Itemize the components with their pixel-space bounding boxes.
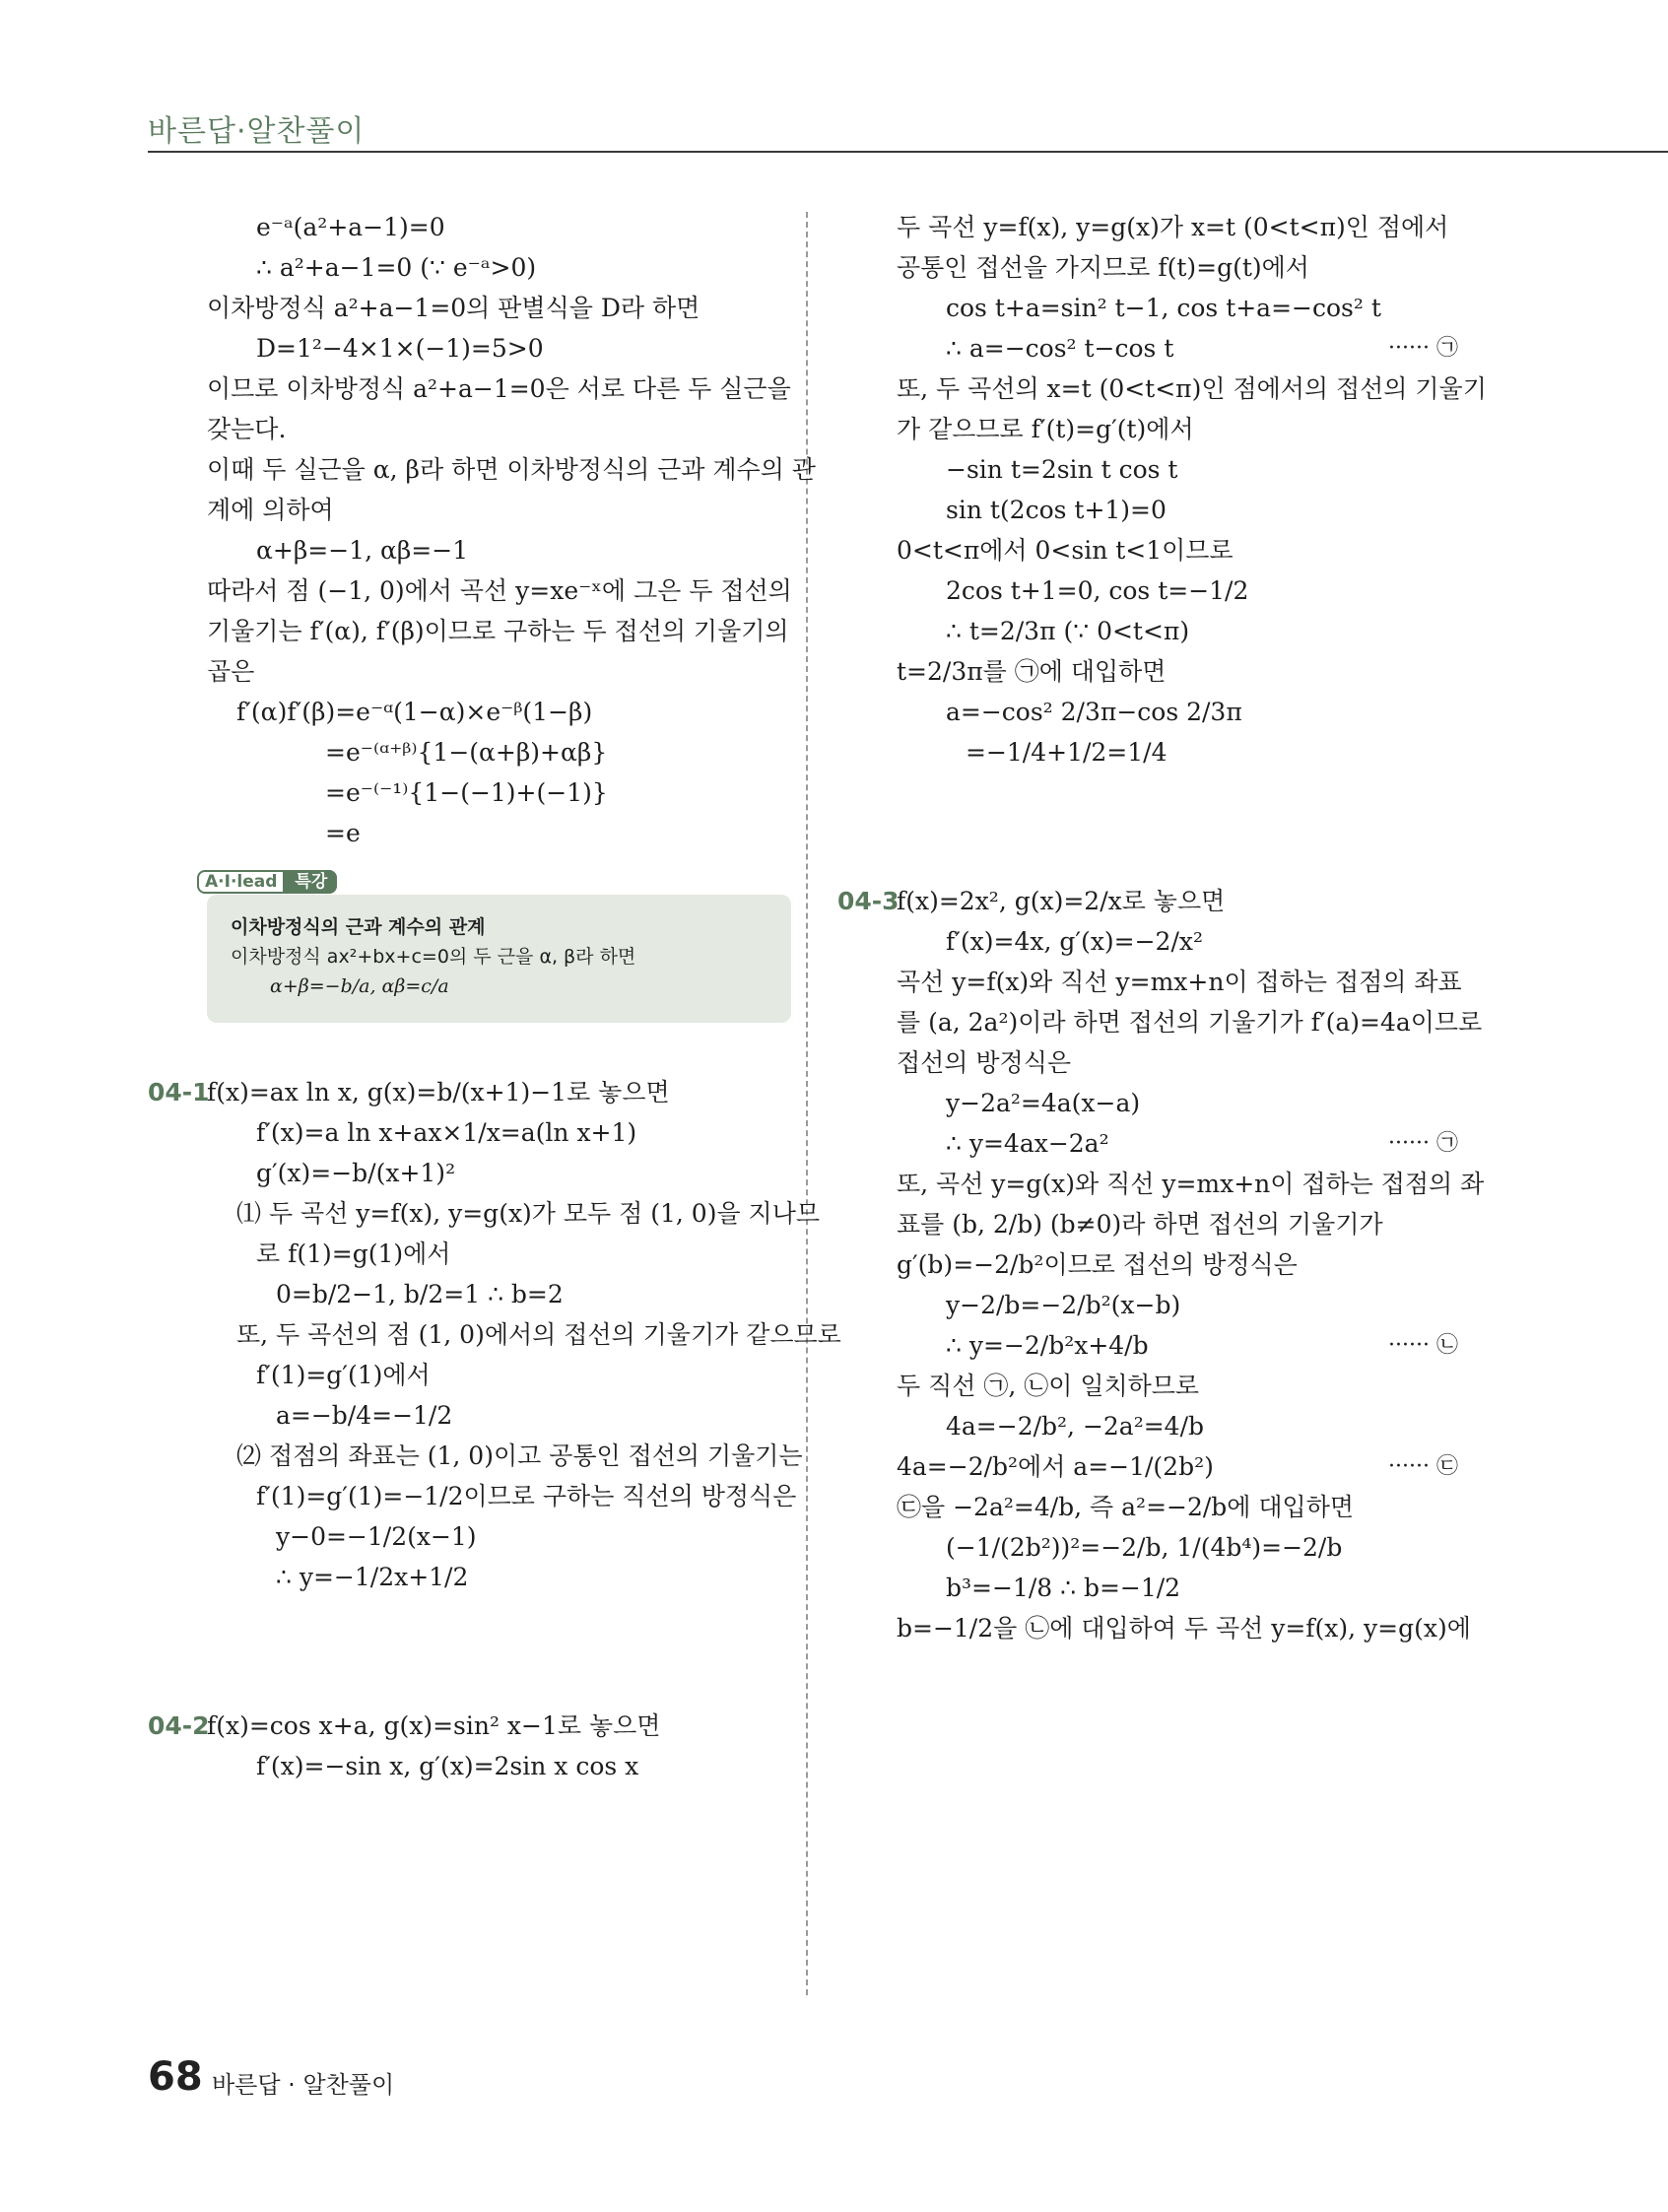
- solution-line: −sin t=2sin t cos t: [946, 455, 1178, 484]
- solution-line: ㉢을 −2a²=4/b, 즉 a²=−2/b에 대입하면: [897, 1493, 1354, 1521]
- solution-line: α+β=−1, αβ=−1: [256, 536, 469, 565]
- equation-ref: ······ ㉢: [1388, 1454, 1458, 1479]
- solution-line: 공통인 접선을 가지므로 f(t)=g(t)에서: [897, 253, 1309, 282]
- equation-ref: ······ ㉠: [1388, 1131, 1458, 1156]
- solution-line: b³=−1/8 ∴ b=−1/2: [946, 1574, 1181, 1602]
- solution-line: 계에 의하여: [207, 496, 334, 524]
- solution-line: g′(b)=−2/b²이므로 접선의 방정식은: [897, 1250, 1298, 1279]
- right-column: [837, 207, 1487, 1648]
- tip-brand: A·I·lead: [197, 870, 285, 894]
- header-rule: [148, 151, 1668, 153]
- tip-tag: [197, 869, 337, 895]
- equation-text: ∴ a=−cos² t−cos t: [946, 334, 1174, 363]
- solution-line: f′(x)=−sin x, g′(x)=2sin x cos x: [256, 1752, 639, 1780]
- solution-line: ⑵ 접점의 좌표는 (1, 0)이고 공통인 접선의 기울기는: [236, 1441, 803, 1470]
- problem-number: 04-2: [148, 1711, 210, 1740]
- tip-box: [207, 895, 791, 1023]
- solution-line: 2cos t+1=0, cos t=−1/2: [946, 576, 1249, 605]
- solution-line: [897, 328, 1468, 369]
- solution-line: 두 직선 ㉠, ㉡이 일치하므로: [897, 1372, 1200, 1400]
- solution-line: 갖는다.: [207, 415, 287, 443]
- solution-line: e⁻ᵃ(a²+a−1)=0: [256, 213, 445, 241]
- solution-line: 곱은: [207, 657, 255, 686]
- solution-line: 가 같으므로 f′(t)=g′(t)에서: [897, 415, 1194, 443]
- solution-line: cos t+a=sin² t−1, cos t+a=−cos² t: [946, 294, 1381, 322]
- solution-line: 를 (a, 2a²)이라 하면 접선의 기울기가 f′(a)=4a이므로: [897, 1008, 1483, 1037]
- solution-line: ∴ a²+a−1=0 (∵ e⁻ᵃ>0): [256, 253, 537, 282]
- solution-line: =−1/4+1/2=1/4: [966, 738, 1168, 767]
- solution-line: =e⁻⁽ᵅ⁺ᵝ⁾{1−(α+β)+αβ}: [325, 738, 608, 767]
- solution-line: 이때 두 실근을 α, β라 하면 이차방정식의 근과 계수의 관: [207, 455, 816, 484]
- solution-line: 또, 두 곡선의 x=t (0<t<π)인 점에서의 접선의 기울기: [897, 374, 1487, 403]
- solution-line: 곡선 y=f(x)와 직선 y=mx+n이 접하는 접점의 좌표: [897, 968, 1462, 996]
- solution-line: f(x)=2x², g(x)=2/x로 놓으면: [897, 887, 1226, 915]
- solution-line: t=2/3π를 ㉠에 대입하면: [897, 657, 1167, 686]
- solution-line: b=−1/2을 ㉡에 대입하여 두 곡선 y=f(x), y=g(x)에: [897, 1614, 1471, 1642]
- problem-04-3: [837, 881, 1485, 1648]
- solution-line: 따라서 점 (−1, 0)에서 곡선 y=xe⁻ˣ에 그은 두 접선의: [207, 576, 792, 605]
- problem-number: 04-1: [148, 1078, 210, 1106]
- solution-line: f′(α)f′(β)=e⁻ᵅ(1−α)×e⁻ᵝ(1−β): [236, 698, 593, 726]
- solution-line: f′(x)=4x, g′(x)=−2/x²: [946, 927, 1204, 956]
- solution-line: g′(x)=−b/(x+1)²: [256, 1159, 456, 1187]
- solution-line: sin t(2cos t+1)=0: [946, 496, 1167, 524]
- footer-title: 바른답 · 알찬풀이: [212, 2071, 395, 2099]
- equation-text: 4a=−2/b²에서 a=−1/(2b²): [897, 1452, 1214, 1481]
- solution-line: f′(1)=g′(1)에서: [256, 1361, 431, 1389]
- solution-line: (−1/(2b²))²=−2/b, 1/(4b⁴)=−2/b: [946, 1533, 1343, 1562]
- solution-line: D=1²−4×1×(−1)=5>0: [256, 334, 544, 363]
- solution-line: y−2a²=4a(x−a): [946, 1089, 1141, 1117]
- problem-number: 04-3: [837, 887, 900, 915]
- solution-line: 이므로 이차방정식 a²+a−1=0은 서로 다른 두 실근을: [207, 374, 791, 403]
- solution-line: =e⁻⁽⁻¹⁾{1−(−1)+(−1)}: [325, 778, 608, 807]
- equation-text: ∴ y=−2/b²x+4/b: [946, 1331, 1149, 1360]
- equation-text: ∴ y=4ax−2a²: [946, 1129, 1109, 1158]
- solution-line: 접선의 방정식은: [897, 1048, 1071, 1077]
- tip-line: 이차방정식 ax²+bx+c=0의 두 근을 α, β라 하면: [231, 946, 636, 968]
- solution-line: 로 f(1)=g(1)에서: [256, 1240, 451, 1268]
- solution-line: ∴ t=2/3π (∵ 0<t<π): [946, 617, 1190, 645]
- left-column: [148, 207, 841, 1786]
- solution-line: f′(1)=g′(1)=−1/2이므로 구하는 직선의 방정식은: [256, 1482, 797, 1510]
- solution-line: a=−b/4=−1/2: [276, 1401, 453, 1430]
- solution-line: f(x)=cos x+a, g(x)=sin² x−1로 놓으면: [207, 1711, 661, 1740]
- solution-line: f(x)=ax ln x, g(x)=b/(x+1)−1로 놓으면: [207, 1078, 670, 1106]
- solution-line: ∴ y=−1/2x+1/2: [276, 1563, 469, 1591]
- solution-line: [897, 1325, 1468, 1366]
- solution-line: 4a=−2/b², −2a²=4/b: [946, 1412, 1205, 1441]
- tip-formula: α+β=−b/a, αβ=c/a: [270, 975, 449, 997]
- equation-ref: ······ ㉠: [1388, 336, 1458, 361]
- solution-line: [897, 1446, 1468, 1487]
- solution-line: =e: [325, 819, 361, 847]
- solution-line: [897, 1123, 1468, 1164]
- solution-line: 두 곡선 y=f(x), y=g(x)가 x=t (0<t<π)인 점에서: [897, 213, 1449, 241]
- solution-line: 0<t<π에서 0<sin t<1이므로: [897, 536, 1234, 565]
- solution-line: y−2/b=−2/b²(x−b): [946, 1291, 1181, 1319]
- solution-line: f′(x)=a ln x+ax×1/x=a(ln x+1): [256, 1118, 637, 1147]
- solution-line: y−0=−1/2(x−1): [276, 1522, 477, 1551]
- header-title: 바른답·알찬풀이: [148, 114, 366, 149]
- solution-line: a=−cos² 2/3π−cos 2/3π: [946, 698, 1242, 726]
- equation-ref: ······ ㉡: [1388, 1333, 1458, 1358]
- solution-line: 표를 (b, 2/b) (b≠0)라 하면 접선의 기울기가: [897, 1210, 1383, 1239]
- solution-line: 0=b/2−1, b/2=1 ∴ b=2: [276, 1280, 564, 1308]
- solution-line: ⑴ 두 곡선 y=f(x), y=g(x)가 모두 점 (1, 0)을 지나므: [236, 1199, 820, 1228]
- solution-line: 이차방정식 a²+a−1=0의 판별식을 D라 하면: [207, 294, 701, 322]
- tip-label: 특강: [285, 870, 337, 894]
- solution-line: 또, 곡선 y=g(x)와 직선 y=mx+n이 접하는 접점의 좌: [897, 1170, 1485, 1198]
- solution-line: 또, 두 곡선의 점 (1, 0)에서의 접선의 기울기가 같으므로: [236, 1320, 841, 1349]
- problem-04-1: [148, 1072, 841, 1597]
- page-number: 68: [148, 2054, 203, 2100]
- problem-04-2: [148, 1706, 778, 1786]
- tip-title: 이차방정식의 근과 계수의 관계: [231, 916, 486, 938]
- solution-line: 기울기는 f′(α), f′(β)이므로 구하는 두 접선의 기울기의: [207, 617, 789, 645]
